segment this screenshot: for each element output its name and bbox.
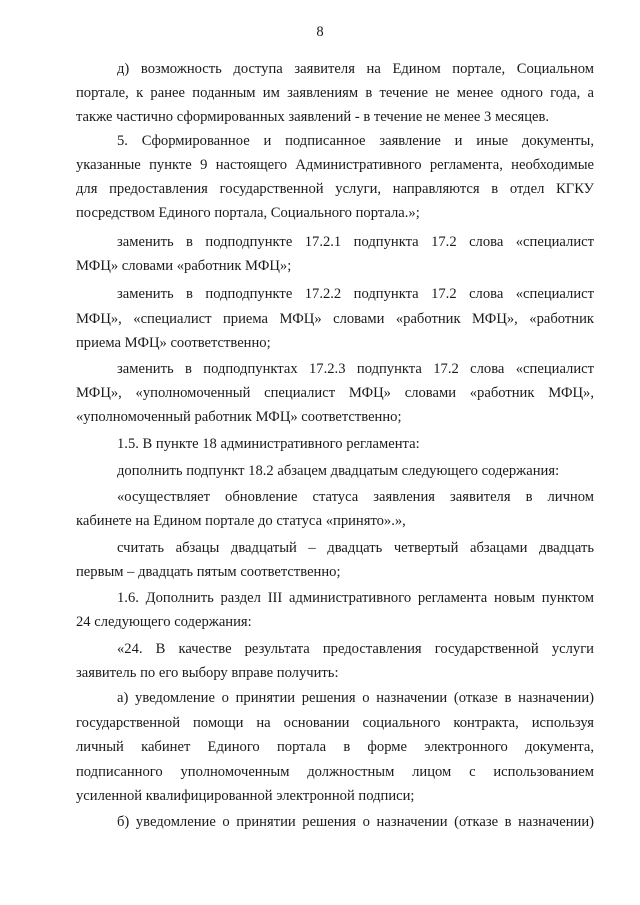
text-line: 5. Сформированное и подписанное заявление и иные документы, [117, 133, 594, 149]
text-line: МФЦ», «уполномоченный специалист МФЦ» словами «работник МФЦ», [76, 385, 594, 401]
text-line: портале, к ранее поданным им заявлениям в течение не менее одного года, а [76, 85, 594, 101]
text-line: для предоставления государственной услуги, направляются в отдел КГКУ [76, 181, 594, 197]
text-line: а) уведомление о принятии решения о назначении (отказе в назначении) [117, 690, 594, 706]
text-line: 1.6. Дополнить раздел III административного регламента новым пунктом [117, 590, 594, 606]
text-line: также частично сформированных заявлений - в течение не менее 3 месяцев. [76, 109, 550, 125]
text-line: д) возможность доступа заявителя на Едином портале, Социальном [117, 61, 594, 77]
text-line: заменить в подподпункте 17.2.2 подпункта 17.2 слова «специалист [117, 286, 594, 302]
text-line: «осуществляет обновление статуса заявления заявителя в личном [117, 489, 594, 505]
page-number: 8 [316, 24, 324, 40]
text-line: заявитель по его выбору вправе получить: [76, 665, 339, 681]
text-line: заменить в подподпунктах 17.2.3 подпункта 17.2 слова «специалист [117, 361, 594, 377]
text-line: указанные пункте 9 настоящего Административного регламента, необходимые [76, 157, 594, 173]
text-line: усиленной квалифицированной электронной подписи; [76, 788, 415, 804]
text-line: посредством Единого портала, Социального портала.»; [76, 205, 420, 221]
text-line: МФЦ» словами «работник МФЦ»; [76, 258, 292, 274]
text-line: считать абзацы двадцатый – двадцать четвертый абзацами двадцать [117, 540, 594, 556]
text-line: первым – двадцать пятым соответственно; [76, 564, 341, 580]
text-line: 24 следующего содержания: [76, 614, 252, 630]
text-line: МФЦ», «специалист приема МФЦ» словами «работник МФЦ», «работник [76, 311, 594, 327]
text-line: кабинете на Едином портале до статуса «принято».», [76, 513, 406, 529]
text-line: приема МФЦ» соответственно; [76, 335, 271, 351]
text-line: дополнить подпункт 18.2 абзацем двадцатым следующего содержания: [117, 463, 560, 479]
text-line: государственной помощи на основании социального контракта, используя [76, 715, 594, 731]
text-line: 1.5. В пункте 18 административного регламента: [117, 436, 420, 452]
text-line: заменить в подподпункте 17.2.1 подпункта 17.2 слова «специалист [117, 234, 594, 250]
text-line: «уполномоченный работник МФЦ» соответственно; [76, 409, 402, 425]
text-line: личный кабинет Единого портала в форме электронного документа, [76, 739, 594, 755]
text-line: б) уведомление о принятии решения о назначении (отказе в назначении) [117, 814, 594, 830]
text-line: подписанного уполномоченным должностным лицом с использованием [76, 764, 594, 780]
text-line: «24. В качестве результата предоставления государственной услуги [117, 641, 594, 657]
